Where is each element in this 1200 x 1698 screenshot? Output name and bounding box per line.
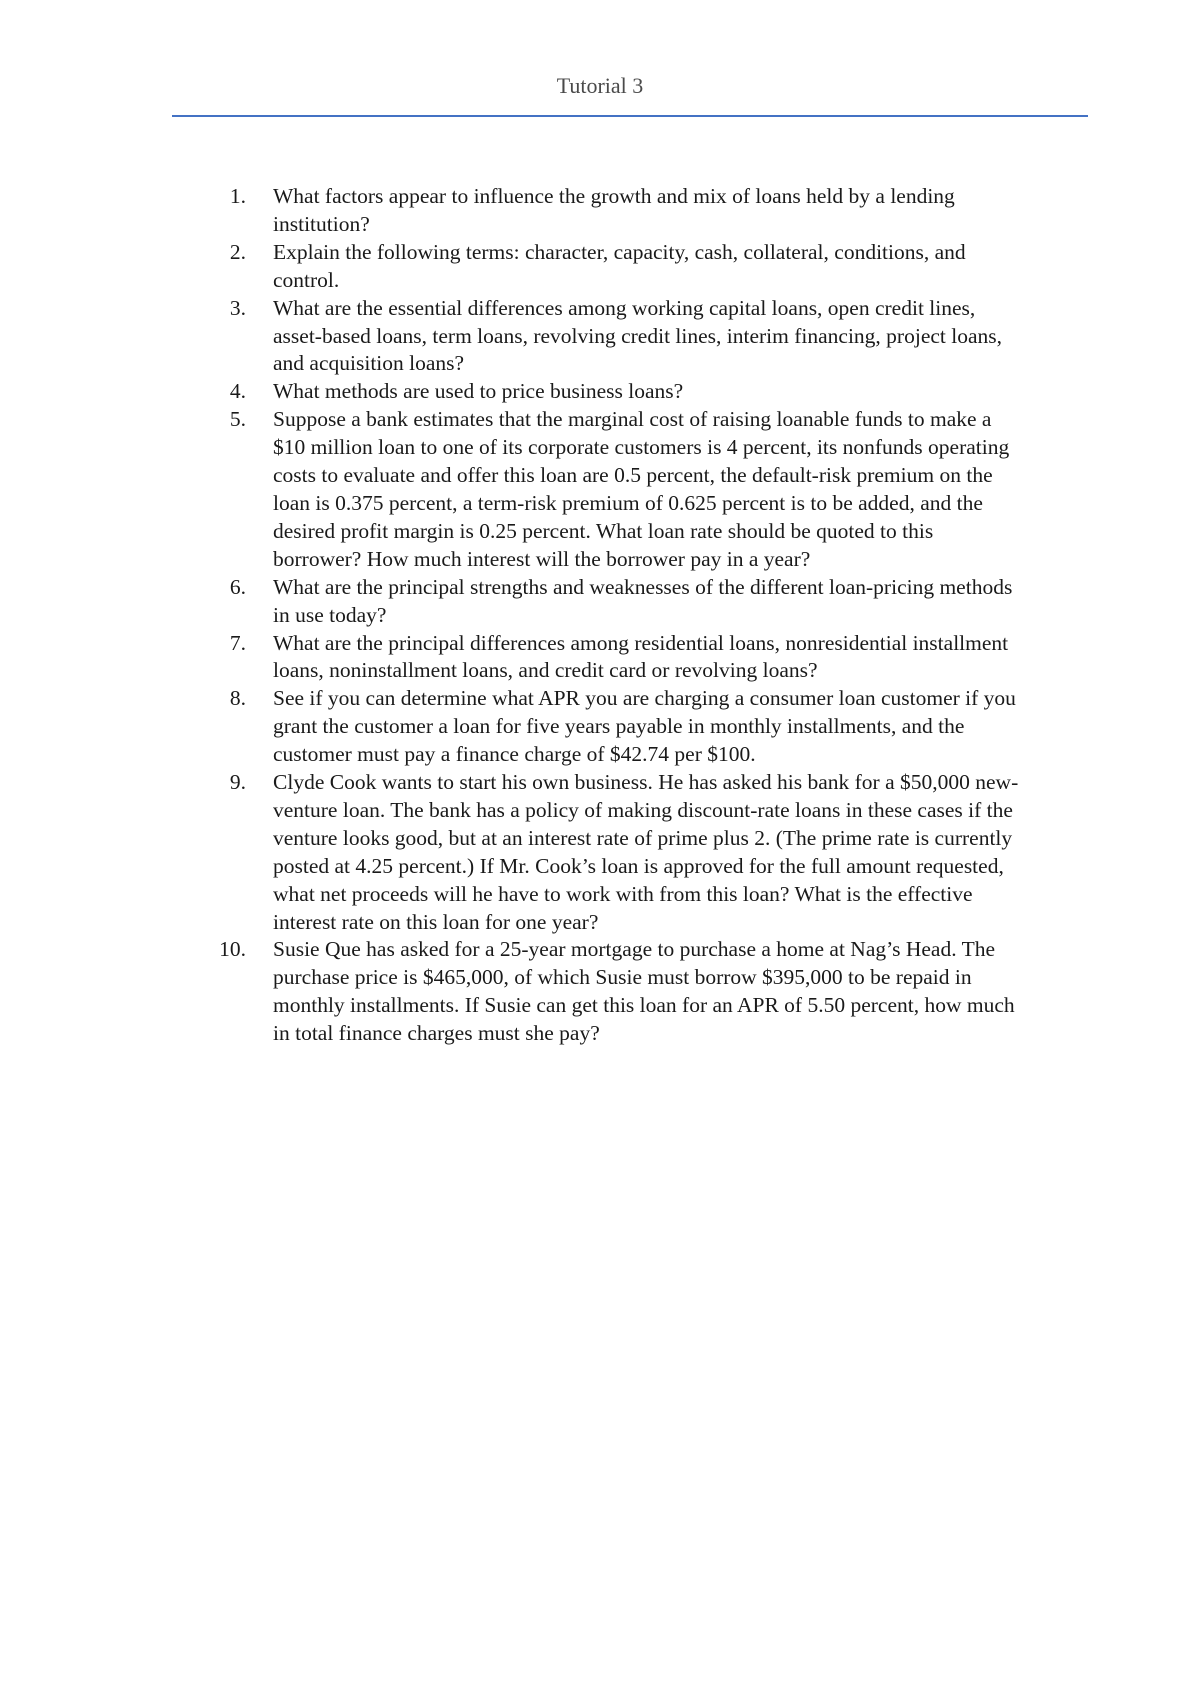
question-item [200, 295, 1100, 379]
question-text-line: and acquisition loans? [273, 351, 465, 376]
question-text-line: customer must pay a finance charge of $42.74 per $100. [273, 742, 756, 767]
header-divider [172, 115, 1088, 117]
question-item [200, 630, 1100, 686]
question-text-line: loans, noninstallment loans, and credit card or revolving loans? [273, 658, 818, 683]
question-text-line: control. [273, 267, 340, 292]
question-text-line: See if you can determine what APR you are charging a consumer loan customer if you [273, 686, 1016, 711]
question-text [273, 406, 1100, 573]
question-text-line: posted at 4.25 percent.) If Mr. Cook’s loan is approved for the full amount requested, [273, 853, 1004, 878]
question-text-line: Explain the following terms: character, capacity, cash, collateral, conditions, and [273, 239, 966, 264]
question-item [200, 406, 1100, 573]
question-text [273, 378, 1100, 406]
question-item [200, 239, 1100, 295]
question-text-line: grant the customer a loan for five years payable in monthly installments, and the [273, 714, 965, 739]
question-number: 6. [229, 574, 246, 599]
question-text-line: interest rate on this loan for one year? [273, 909, 599, 934]
question-number: 2. [229, 239, 246, 264]
question-text-line: loan is 0.375 percent, a term-risk premium of 0.625 percent is to be added, and the [273, 490, 983, 515]
question-text [273, 685, 1100, 769]
question-text [273, 183, 1100, 239]
question-number: 7. [229, 630, 246, 655]
question-text-line: costs to evaluate and offer this loan are 0.5 percent, the default-risk premium on the [273, 463, 993, 488]
question-item [200, 685, 1100, 769]
question-number: 1. [229, 184, 246, 208]
question-text-line: Suppose a bank estimates that the marginal cost of raising loanable funds to make a [273, 407, 992, 432]
question-text-line: What factors appear to influence the growth and mix of loans held by a lending [273, 184, 955, 208]
question-item [200, 378, 1100, 406]
question-text [273, 574, 1100, 630]
question-text-line: What methods are used to price business loans? [273, 379, 684, 404]
question-item [200, 574, 1100, 630]
question-item [200, 936, 1100, 1048]
question-list [200, 183, 1100, 1048]
page-header-title: Tutorial 3 [556, 73, 644, 98]
question-number: 5. [229, 407, 246, 432]
question-text [273, 295, 1100, 379]
question-number: 4. [229, 379, 246, 404]
question-text [273, 239, 1100, 295]
question-text-line: in use today? [273, 602, 387, 627]
question-text-line: monthly installments. If Susie can get this loan for an APR of 5.50 percent, how much [273, 993, 1015, 1018]
question-number: 3. [229, 295, 246, 320]
question-text [273, 769, 1100, 936]
question-text-line: desired profit margin is 0.25 percent. What loan rate should be quoted to this [273, 518, 934, 543]
question-text-line: $10 million loan to one of its corporate customers is 4 percent, its nonfunds operating [273, 435, 1010, 460]
question-text-line: institution? [273, 211, 370, 236]
question-text-line: in total finance charges must she pay? [273, 1021, 600, 1046]
question-number: 10. [219, 937, 246, 962]
question-text-line: Susie Que has asked for a 25-year mortgage to purchase a home at Nag’s Head. The [273, 937, 995, 962]
question-text [273, 630, 1100, 686]
question-item [200, 769, 1100, 936]
question-text-line: venture loan. The bank has a policy of making discount-rate loans in these cases if the [273, 797, 1013, 822]
question-text-line: What are the principal strengths and weaknesses of the different loan-pricing methods [273, 574, 1013, 599]
question-text-line: what net proceeds will he have to work with from this loan? What is the effective [273, 881, 973, 906]
question-text-line: asset-based loans, term loans, revolving credit lines, interim financing, project loans, [273, 323, 1003, 348]
question-item [200, 183, 1100, 239]
question-text-line: venture looks good, but at an interest rate of prime plus 2. (The prime rate is currently [273, 825, 1013, 850]
question-number: 8. [229, 686, 246, 711]
question-text-line: Clyde Cook wants to start his own business. He has asked his bank for a $50,000 new- [273, 770, 1019, 795]
question-text-line: What are the principal differences among residential loans, nonresidential installment [273, 630, 1009, 655]
question-text-line: borrower? How much interest will the borrower pay in a year? [273, 546, 811, 571]
question-text [273, 936, 1100, 1048]
question-text-line: What are the essential differences among working capital loans, open credit lines, [273, 295, 976, 320]
question-text-line: purchase price is $465,000, of which Susie must borrow $395,000 to be repaid in [273, 965, 972, 990]
question-number: 9. [229, 770, 246, 795]
